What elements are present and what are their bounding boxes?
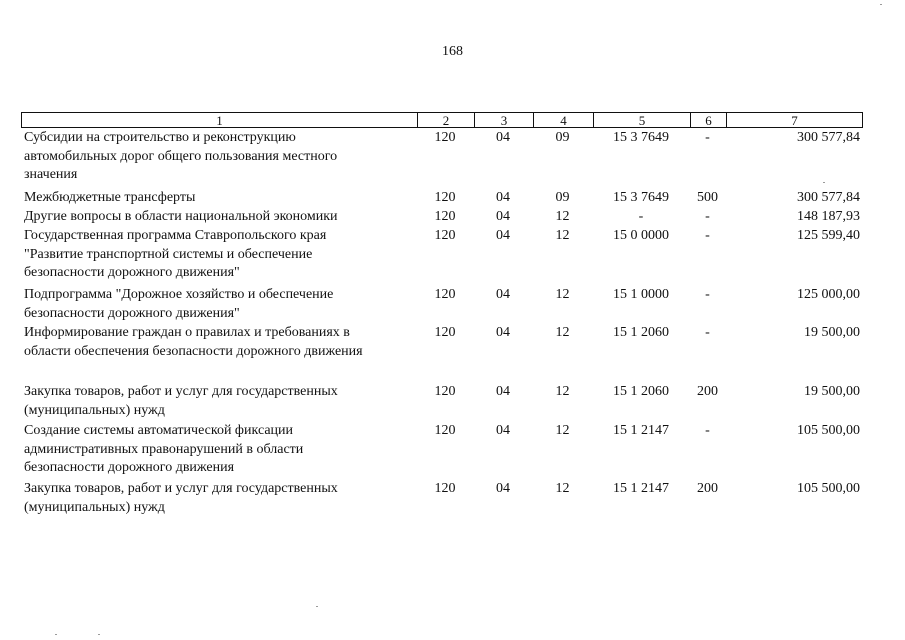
row-code-5: -	[638, 209, 644, 224]
row-code-2: 120	[434, 228, 456, 243]
row-code-5: 15 1 2147	[613, 423, 669, 438]
row-code-6: -	[705, 228, 710, 243]
row-code-2: 120	[434, 130, 456, 145]
row-amount: 105 500,00	[797, 423, 860, 438]
header-col-7: 7	[726, 113, 862, 128]
row-code-4: 09	[555, 190, 570, 205]
row-code-6: -	[705, 423, 710, 438]
header-col-2: 2	[417, 113, 474, 128]
header-col-1: 1	[216, 113, 223, 128]
row-amount: 125 000,00	[797, 287, 860, 302]
row-code-4: 12	[555, 287, 570, 302]
row-code-5: 15 3 7649	[613, 130, 669, 145]
header-col-3: 3	[474, 113, 533, 128]
row-name: Межбюджетные трансферты	[24, 190, 196, 205]
row-amount: 300 577,84	[797, 130, 860, 145]
row-amount: 19 500,00	[804, 384, 860, 399]
row-amount: 125 599,40	[797, 228, 860, 243]
row-amount: 19 500,00	[804, 325, 860, 340]
row-code-5: 15 3 7649	[613, 190, 669, 205]
row-code-5: 15 0 0000	[613, 228, 669, 243]
row-code-6: -	[705, 287, 710, 302]
header-col-6: 6	[690, 113, 726, 128]
row-code-2: 120	[434, 423, 456, 438]
row-code-2: 120	[434, 384, 456, 399]
scan-speck	[316, 606, 318, 607]
row-code-4: 09	[555, 130, 570, 145]
row-code-5: 15 1 0000	[613, 287, 669, 302]
row-name: Другие вопросы в области национальной экономики	[24, 209, 338, 224]
row-code-2: 120	[434, 190, 456, 205]
row-name: Закупка товаров, работ и услуг для государственных (муниципальных) нужд	[24, 384, 338, 418]
row-name: Субсидии на строительство и реконструкцию автомобильных дорог общего пользования местного значения	[24, 130, 338, 182]
scan-speck	[880, 4, 882, 5]
row-code-6: -	[705, 130, 710, 145]
row-code-3: 04	[496, 228, 510, 243]
row-code-2: 120	[434, 209, 456, 224]
row-code-3: 04	[496, 287, 510, 302]
row-code-4: 12	[555, 481, 570, 496]
row-code-5: 15 1 2147	[613, 481, 669, 496]
budget-table	[21, 112, 863, 515]
row-code-3: 04	[496, 209, 510, 224]
header-col-4: 4	[533, 113, 593, 128]
row-code-6: 200	[697, 481, 718, 496]
row-name: Подпрограмма "Дорожное хозяйство и обеспечение безопасности дорожного движения"	[24, 287, 334, 321]
row-code-3: 04	[496, 481, 510, 496]
scan-speck	[98, 634, 100, 635]
row-code-2: 120	[434, 287, 456, 302]
page-number: 168	[442, 44, 463, 59]
row-code-4: 12	[555, 325, 570, 340]
header-col-5: 5	[593, 113, 690, 128]
row-name: Закупка товаров, работ и услуг для государственных (муниципальных) нужд	[24, 481, 338, 515]
row-code-6: 500	[697, 190, 718, 205]
row-name: Государственная программа Ставропольского края "Развитие транспортной системы и обеспечение безопасности дорожного движения"	[24, 228, 327, 280]
row-code-3: 04	[496, 325, 510, 340]
row-amount: 148 187,93	[797, 209, 860, 224]
row-code-6: -	[705, 209, 710, 224]
row-code-4: 12	[555, 209, 570, 224]
row-code-6: 200	[697, 384, 718, 399]
row-code-4: 12	[555, 384, 570, 399]
row-name: Создание системы автоматической фиксации административных правонарушений в области безопасности дорожного движения	[24, 423, 304, 475]
row-code-3: 04	[496, 384, 510, 399]
row-code-3: 04	[496, 190, 510, 205]
row-code-3: 04	[496, 130, 510, 145]
row-code-3: 04	[496, 423, 510, 438]
row-code-2: 120	[434, 325, 456, 340]
row-amount: 105 500,00	[797, 481, 860, 496]
row-code-4: 12	[555, 423, 570, 438]
row-code-4: 12	[555, 228, 570, 243]
scan-speck	[823, 182, 825, 183]
row-code-6: -	[705, 325, 710, 340]
row-code-5: 15 1 2060	[613, 325, 669, 340]
table-header-row	[21, 112, 863, 128]
row-name: Информирование граждан о правилах и требованиях в области обеспечения безопасности дорожного движения	[24, 325, 363, 359]
row-amount: 300 577,84	[797, 190, 860, 205]
row-code-2: 120	[434, 481, 456, 496]
row-code-5: 15 1 2060	[613, 384, 669, 399]
scan-speck	[55, 634, 57, 635]
